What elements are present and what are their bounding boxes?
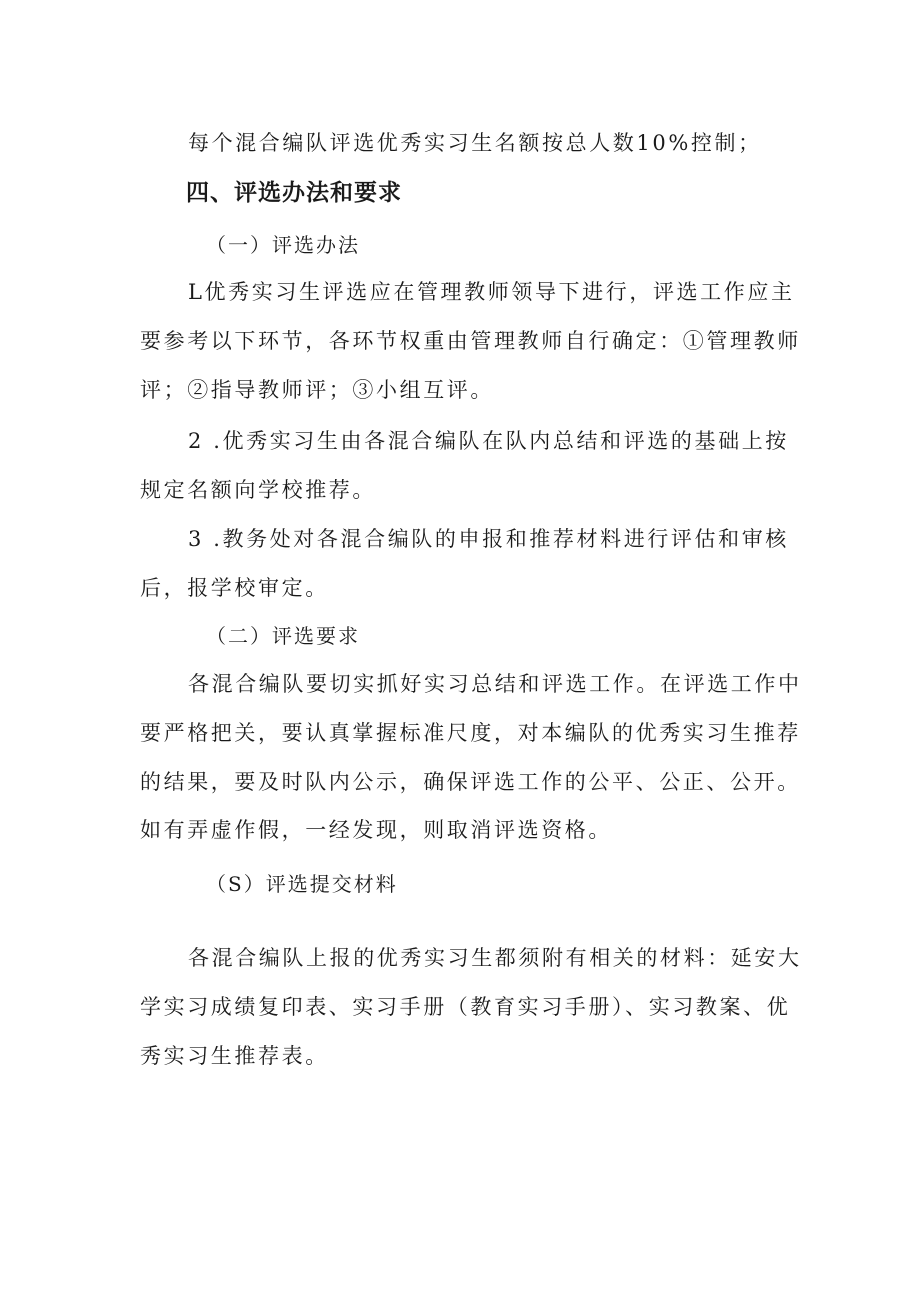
materials-line-3: 秀实习生推荐表。	[140, 1044, 329, 1068]
requirements-line-2: 要严格把关，要认真掌握标准尺度，对本编队的优秀实习生推荐	[140, 721, 801, 745]
materials-line-2: 学实习成绩复印表、实习手册（教育实习手册）、实习教案、优	[140, 995, 791, 1019]
subsection-heading-materials: （S）评选提交材料	[206, 872, 398, 896]
item-1-line-1: L优秀实习生评选应在管理教师领导下进行，评选工作应主	[188, 280, 795, 304]
materials-line-1: 各混合编队上报的优秀实习生都须附有相关的材料：延安大	[188, 946, 802, 970]
intro-line: 每个混合编队评选优秀实习生名额按总人数10%控制；	[188, 131, 762, 155]
item-3-line-2: 后，报学校审定。	[140, 576, 329, 600]
requirements-line-4: 如有弄虚作假，一经发现，则取消评选资格。	[140, 818, 612, 842]
item-1-line-3: 评；②指导教师评；③小组互评。	[140, 378, 494, 402]
subsection-heading-method: （一）评选办法	[206, 233, 360, 257]
requirements-line-1: 各混合编队要切实抓好实习总结和评选工作。在评选工作中	[188, 672, 802, 696]
item-2-line-2: 规定名额向学校推荐。	[140, 478, 376, 502]
item-2-line-1: 2 .优秀实习生由各混合编队在队内总结和评选的基础上按	[188, 429, 789, 453]
subsection-heading-requirements: （二）评选要求	[206, 624, 360, 648]
requirements-line-3: 的结果，要及时队内公示，确保评选工作的公平、公正、公开。	[140, 770, 801, 794]
item-3-line-1: 3 .教务处对各混合编队的申报和推荐材料进行评估和审核	[188, 527, 789, 551]
section-heading: 四、评选办法和要求	[186, 180, 402, 206]
item-1-line-2: 要参考以下环节，各环节权重由管理教师自行确定：①管理教师	[140, 329, 801, 353]
